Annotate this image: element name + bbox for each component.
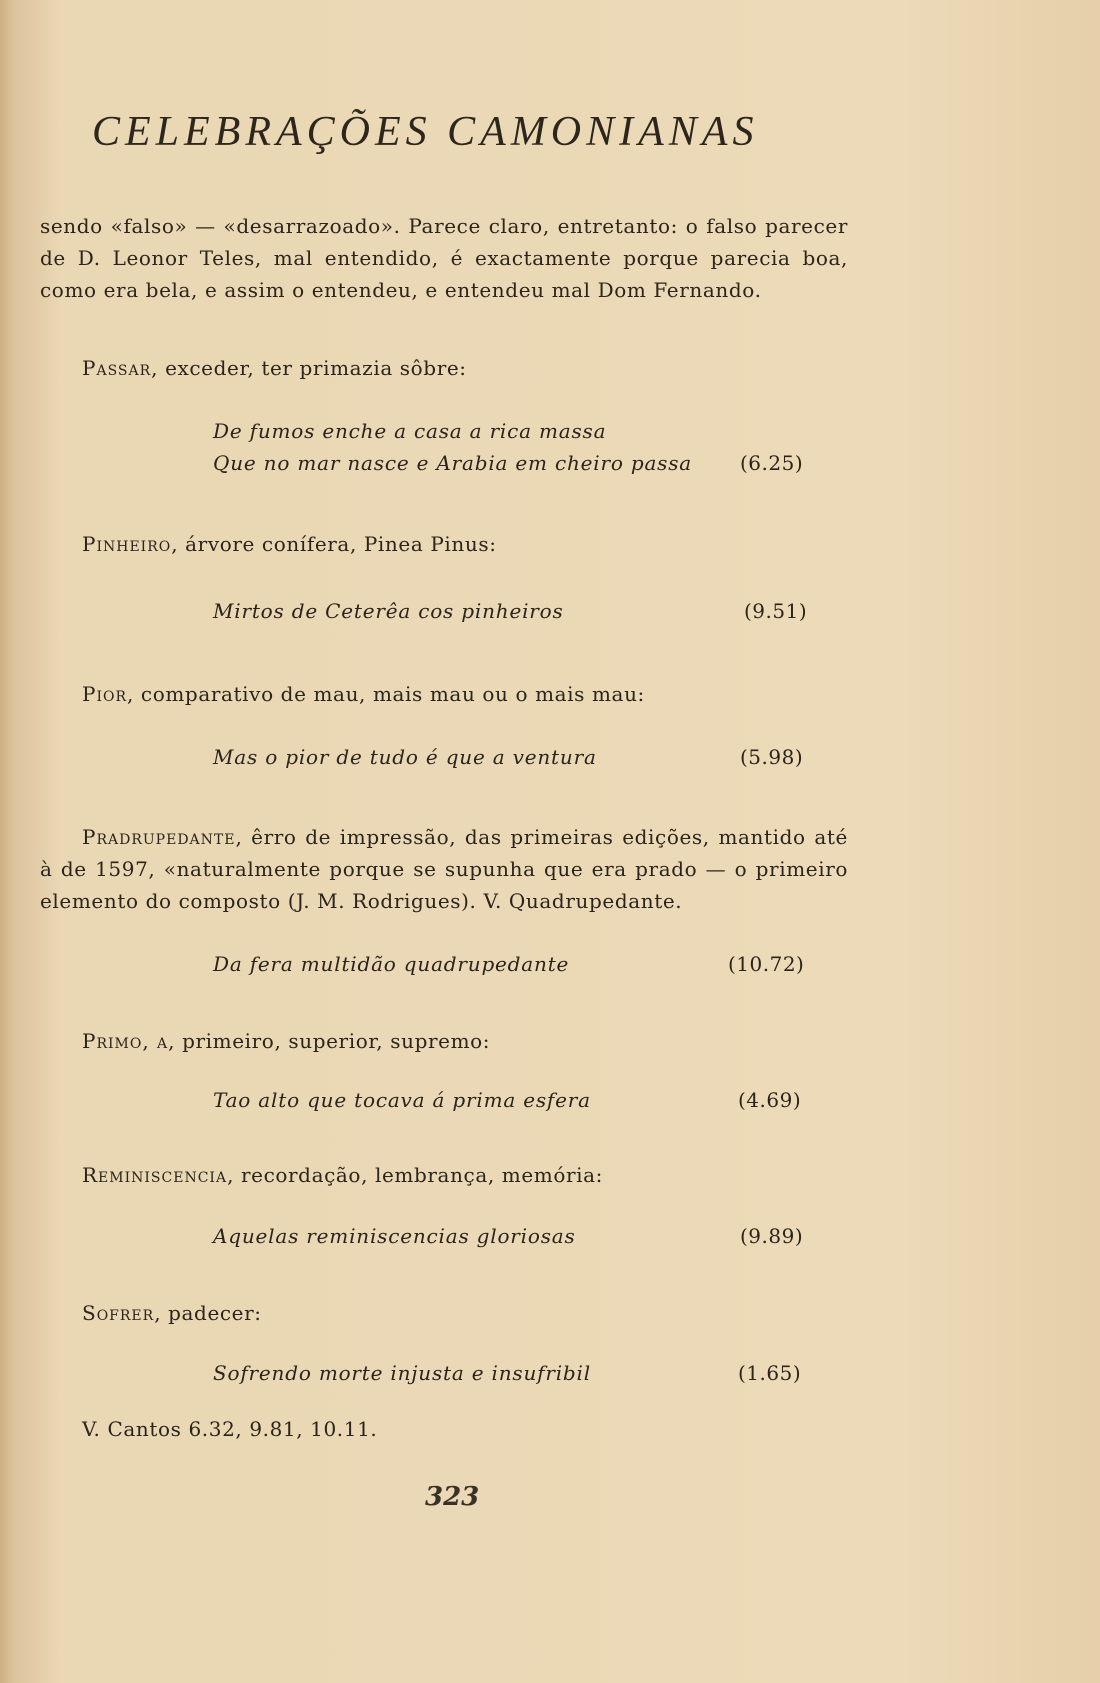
entry-term: Pradrupedante — [82, 825, 236, 849]
verse-reference: (5.98) — [740, 745, 804, 769]
entry-definition-line-2: à de 1597, «naturalmente porque se supunha que era prado — o primeiro — [40, 857, 848, 881]
entry-term: Pinheiro — [82, 532, 172, 556]
entry-term: Sofrer — [82, 1301, 155, 1325]
verse-line: Tao alto que tocava á prima esfera — [213, 1088, 591, 1112]
entry-sofrer — [82, 1297, 262, 1329]
intro-line-3: como era bela, e assim o entendeu, e entendeu mal Dom Fernando. — [40, 278, 762, 302]
entry-passar — [82, 352, 467, 384]
verse-line: Que no mar nasce e Arabia em cheiro passa — [213, 451, 693, 475]
verse-line: Mas o pior de tudo é que a ventura — [213, 745, 597, 769]
entry-pradrupedante — [82, 821, 848, 853]
verse-reference: (9.51) — [744, 599, 808, 623]
page-number: 323 — [425, 1482, 480, 1512]
entry-definition: , êrro de impressão, das primeiras edições, mantido até — [235, 825, 848, 849]
entry-definition: , árvore conífera, Pinea Pinus: — [171, 532, 497, 556]
entry-definition: , comparativo de mau, mais mau ou o mais mau: — [127, 682, 645, 706]
entry-term: Passar — [82, 356, 152, 380]
entry-reminiscencia — [82, 1159, 603, 1191]
entry-pinheiro — [82, 528, 497, 560]
verse-line: Aquelas reminiscencias gloriosas — [213, 1224, 576, 1248]
verse-reference: (6.25) — [740, 451, 804, 475]
page-title: CELEBRAÇÕES CAMONIANAS — [92, 109, 759, 155]
verse-reference: (10.72) — [728, 952, 805, 976]
entry-primo — [82, 1025, 490, 1057]
closing-note: V. Cantos 6.32, 9.81, 10.11. — [82, 1417, 378, 1441]
entry-term: Reminiscencia — [82, 1163, 228, 1187]
verse-line: Sofrendo morte injusta e insufribil — [213, 1361, 591, 1385]
verse-line: Da fera multidão quadrupedante — [213, 952, 570, 976]
verse-line: Mirtos de Ceterêa cos pinheiros — [213, 599, 564, 623]
intro-line-1: sendo «falso» — «desarrazoado». Parece claro, entretanto: o falso parecer — [40, 214, 848, 238]
entry-pior — [82, 678, 645, 710]
entry-definition: , primeiro, superior, supremo: — [168, 1029, 491, 1053]
entry-term: Primo, a — [82, 1029, 169, 1053]
verse-reference: (1.65) — [738, 1361, 802, 1385]
intro-line-2: de D. Leonor Teles, mal entendido, é exactamente porque parecia boa, — [40, 246, 848, 270]
entry-definition: , recordação, lembrança, memória: — [227, 1163, 604, 1187]
entry-definition: , exceder, ter primazia sôbre: — [151, 356, 467, 380]
entry-definition: , padecer: — [154, 1301, 262, 1325]
entry-term: Pior — [82, 682, 128, 706]
entry-definition-line-3: elemento do composto (J. M. Rodrigues). V. Quadrupedante. — [40, 889, 683, 913]
verse-line: De fumos enche a casa a rica massa — [213, 419, 607, 443]
verse-reference: (4.69) — [738, 1088, 802, 1112]
verse-reference: (9.89) — [740, 1224, 804, 1248]
